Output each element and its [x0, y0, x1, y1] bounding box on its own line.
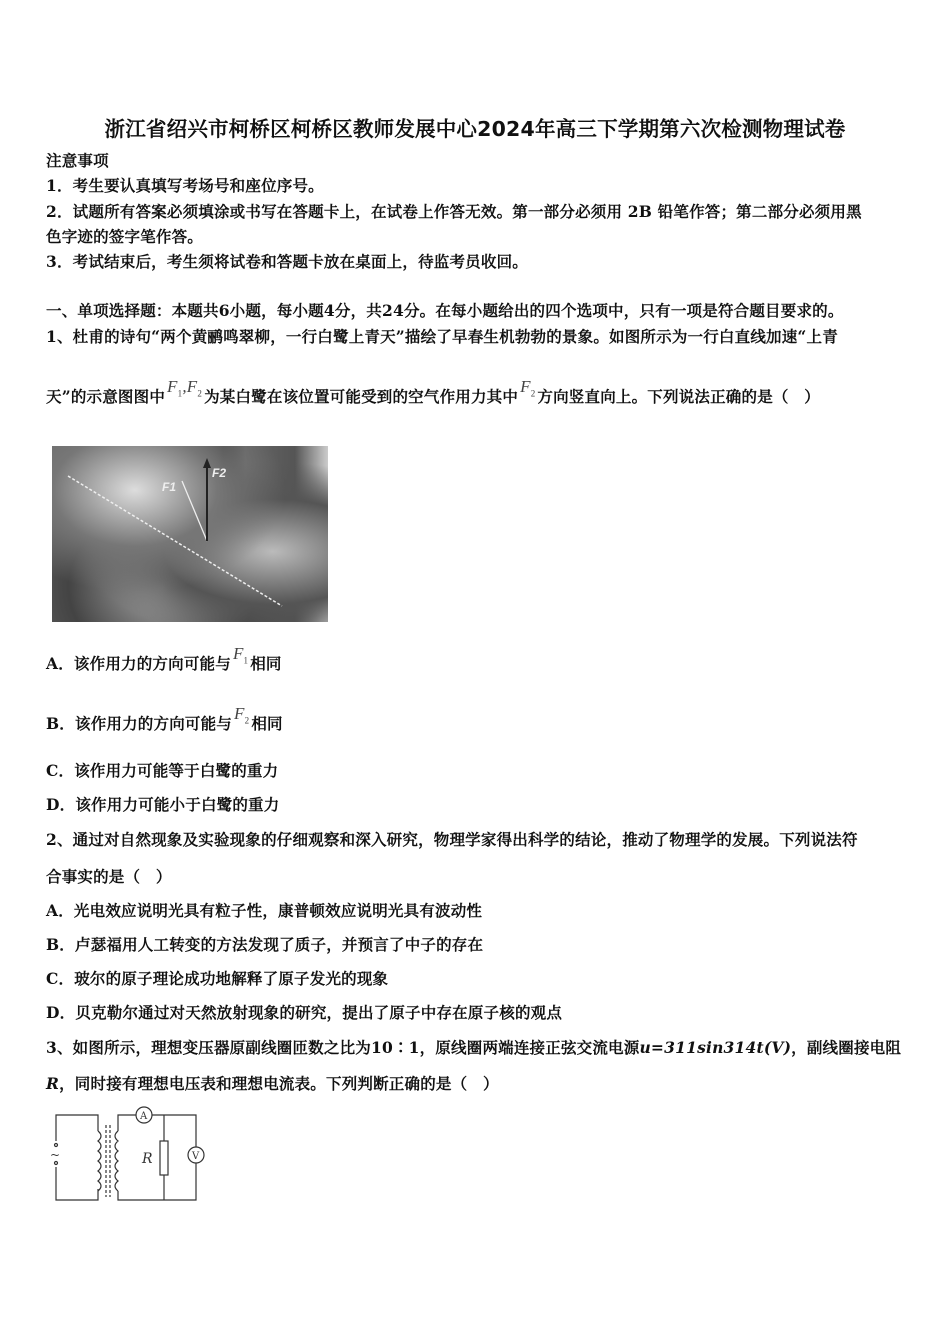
q1-stem-line2 — [46, 377, 820, 413]
force-arrows — [52, 446, 328, 622]
q1-text: 为某白鹭在该位置可能受到的空气作用力其中 — [204, 387, 519, 406]
q1-text: 方向竖直向上。下列说法正确的是（ ） — [537, 387, 820, 406]
photo-label-f2: F2 — [212, 466, 227, 480]
notice-item: 1．考生要认真填写考场号和座位序号。 — [46, 176, 324, 195]
notice-item: 色字迹的签字笔作答。 — [46, 227, 204, 246]
page-title: 浙江省绍兴市柯桥区柯桥区教师发展中心2024年高三下学期第六次检测物理试卷 — [104, 117, 846, 141]
q2-option-d[interactable]: D．贝克勒尔通过对天然放射现象的研究，提出了原子中存在原子核的观点 — [46, 1003, 563, 1022]
notice-item: 2．试题所有答案必须填涂或书写在答题卡上，在试卷上作答无效。第一部分必须用 2B 铅笔作答；第二部分必须用黑 — [46, 202, 862, 221]
q2-stem-line1: 2、通过对自然现象及实验现象的仔细观察和深入研究，物理学家得出科学的结论，推动了物理学的发展。下列说法符 — [46, 830, 858, 849]
notice-heading: 注意事项 — [46, 151, 109, 170]
egret-photo — [52, 446, 328, 622]
q1-option-b[interactable]: B．该作用力的方向可能与$F_2$ 相同 — [46, 704, 283, 733]
q1-option-c[interactable]: C．该作用力可能等于白鹭的重力 — [46, 761, 279, 780]
q1-stem-line1: 1、杜甫的诗句“两个黄鹂鸣翠柳，一行白鹭上青天”描绘了早春生机勃勃的景象。如图所示为一行白直线加速“上青 — [46, 327, 838, 346]
q2-stem-line2: 合事实的是（ ） — [46, 867, 172, 886]
q1-option-a[interactable]: A．该作用力的方向可能与$F_1$ 相同 — [46, 644, 282, 673]
formula-f2: $F_2$ — [520, 377, 536, 399]
q3-stem-line2: R，同时接有理想电压表和理想电流表。下列判断正确的是（ ） — [46, 1074, 499, 1093]
resistor-label: R — [142, 1151, 153, 1167]
transformer-circuit-diagram — [44, 1105, 214, 1205]
q1-option-d[interactable]: D．该作用力可能小于白鹭的重力 — [46, 795, 280, 814]
svg-text:V: V — [192, 1151, 200, 1162]
q2-option-c[interactable]: C．玻尔的原子理论成功地解释了原子发光的现象 — [46, 969, 389, 988]
q2-option-a[interactable]: A．光电效应说明光具有粒子性，康普顿效应说明光具有波动性 — [46, 901, 483, 920]
section-heading: 一、单项选择题：本题共6小题，每小题4分，共24分。在每小题给出的四个选项中，只有一项是符合题目要求的。 — [46, 301, 844, 320]
svg-text:A: A — [140, 1111, 148, 1122]
photo-label-f1: F1 — [162, 480, 177, 494]
source-label: ~ — [50, 1148, 61, 1162]
formula-f1: $F_1$ — [232, 644, 249, 666]
q1-text: 天”的示意图图中 — [46, 387, 166, 406]
formula-f2: $F_2$ — [234, 704, 250, 726]
q2-option-b[interactable]: B．卢瑟福用人工转变的方法发现了质子，并预言了中子的存在 — [46, 935, 484, 954]
q3-formula: u=311sin314t(V) — [639, 1038, 792, 1057]
notice-item: 3．考试结束后，考生须将试卷和答题卡放在桌面上，待监考员收回。 — [46, 252, 528, 271]
q3-stem-line1: 3、如图所示，理想变压器原副线圈匝数之比为10∶1，原线圈两端连接正弦交流电源u=311sin314t(V)，副线圈接电阻 — [46, 1038, 902, 1057]
formula-f1-f2: $F_1,F_2$ — [167, 377, 203, 399]
